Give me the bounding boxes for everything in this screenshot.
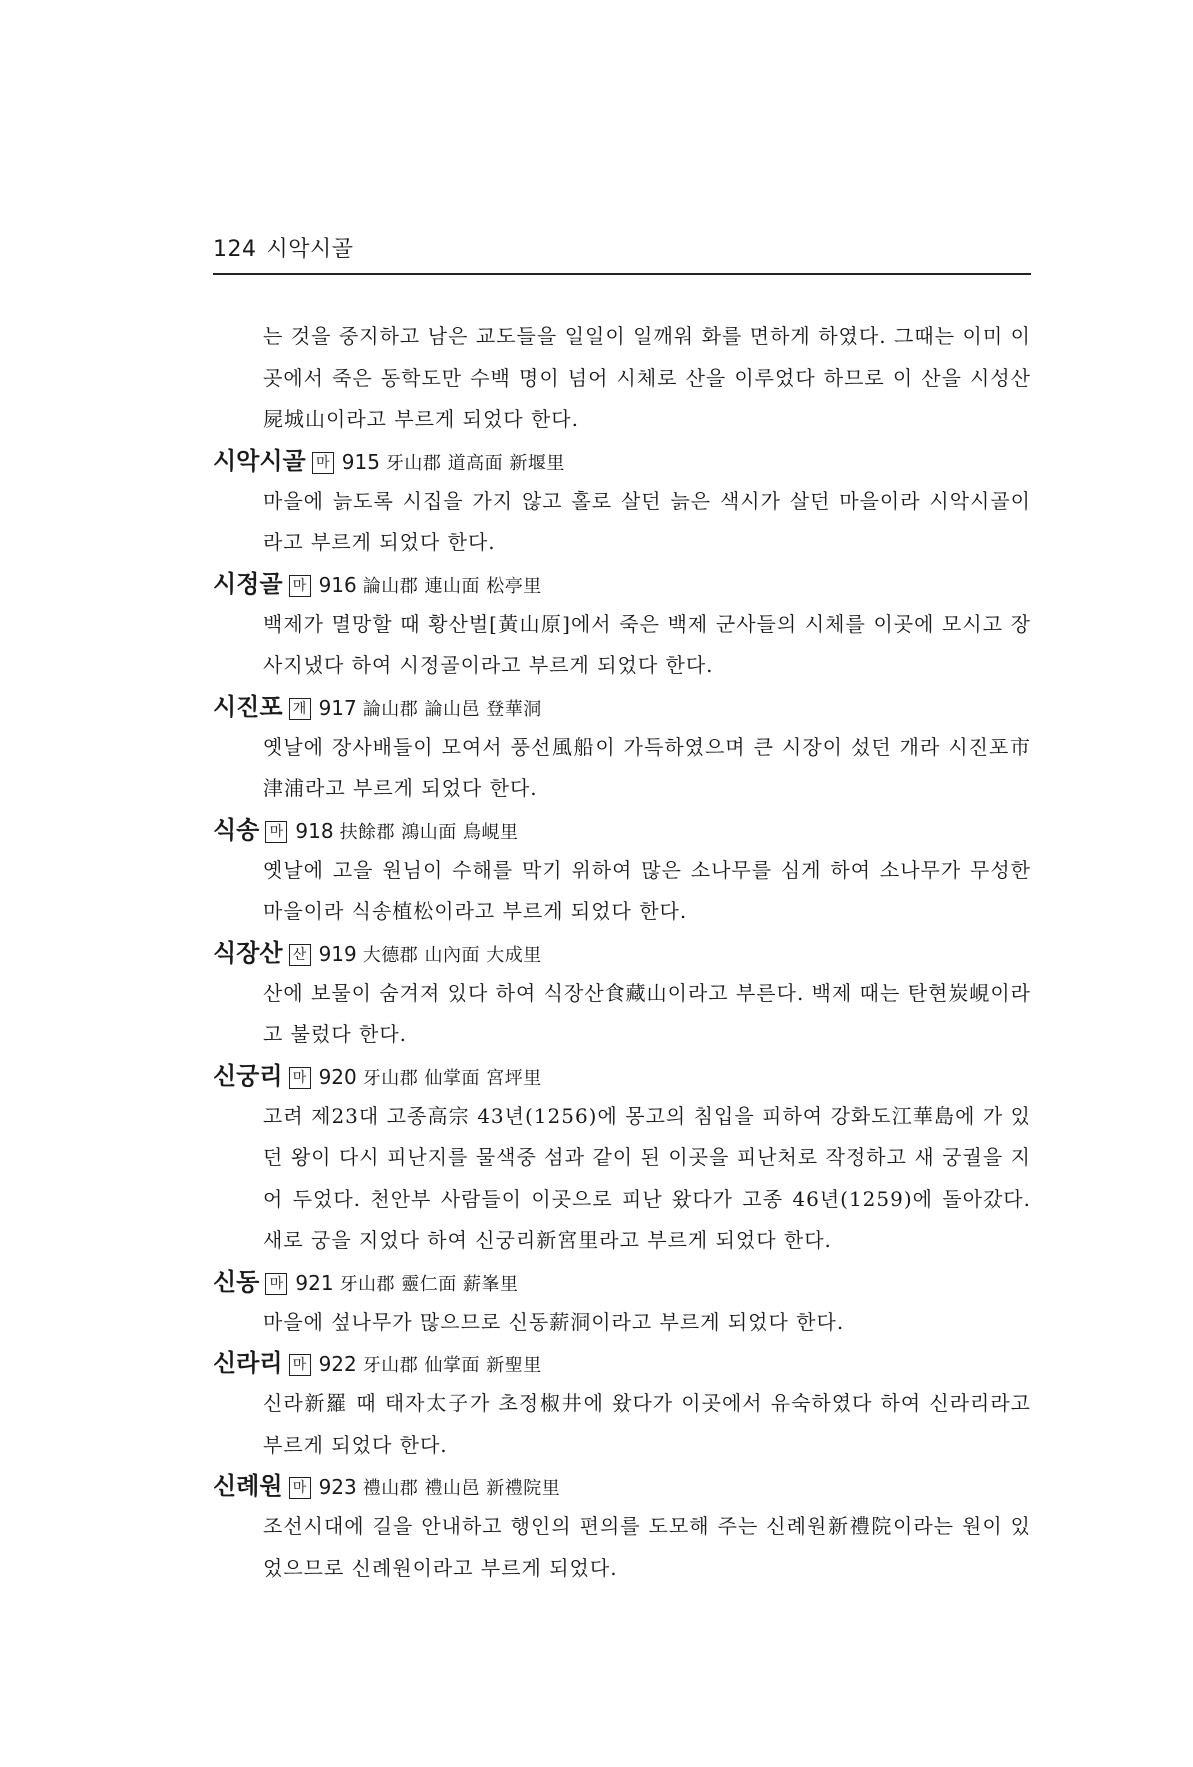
entry-917 [213,687,1031,810]
entry-location: 論山郡 連山面 松亭里 [362,575,542,597]
entry-921 [213,1262,1031,1344]
entry-920 [213,1056,1031,1262]
entry-term: 시정골 [213,569,283,598]
entry-head [213,687,1031,727]
entry-description: 백제가 멸망할 때 황산벌[黃山原]에서 죽은 백제 군사들의 시체를 이곳에 모시고 장사지냈다 하여 시정골이라고 부르게 되었다 한다. [263,611,1031,677]
entry-term: 신례원 [213,1472,283,1500]
entry-number: 917 [318,695,357,720]
running-header [213,232,354,263]
entry-number: 916 [318,572,357,597]
entry-term: 시진포 [213,692,283,721]
entry-head [213,933,1031,973]
header-rule [213,273,1031,275]
entry-head [213,564,1031,604]
entry-kind-mark: 마 [265,1273,287,1295]
entry-919 [213,933,1031,1056]
entry-number: 923 [318,1475,357,1499]
entry-kind-mark: 마 [289,1477,311,1499]
entry-kind-mark: 개 [289,698,311,720]
entry-description: 옛날에 고을 원님이 수해를 막기 위하여 많은 소나무를 심게 하여 소나무가 무성한 마을이라 식송植松이라고 부르게 되었다 한다. [263,857,1031,923]
entry-head [213,810,1031,850]
entry-description: 산에 보물이 숨겨져 있다 하여 식장산食藏山이라고 부른다. 백제 때는 탄현炭峴이라고 불렀다 한다. [263,980,1031,1046]
entry-term: 식장산 [213,938,283,967]
entry-description: 신라新羅 때 태자太子가 초정椒井에 왔다가 이곳에서 유숙하였다 하여 신라리라고 부르게 되었다 한다. [263,1391,1031,1457]
entry-number: 921 [295,1270,334,1295]
entry-kind-mark: 산 [289,944,311,966]
entry-number: 922 [318,1352,357,1376]
entry-916 [213,564,1031,687]
entry-kind-mark: 마 [289,1354,311,1376]
entry-number: 919 [318,941,357,966]
entry-923 [213,1466,1031,1589]
entry-description: 마을에 섶나무가 많으므로 신동薪洞이라고 부르게 되었다 한다. [263,1309,845,1334]
entry-location: 牙山郡 仙掌面 新聖里 [362,1355,542,1376]
running-title: 시악시골 [266,237,354,262]
continued-paragraph: 는 것을 중지하고 남은 교도들을 일일이 일깨워 화를 면하게 하였다. 그때는 이미 이곳에서 죽은 동학도만 수백 명이 넘어 시체로 산을 이루었다 하므로 이 산을 시성산屍城山이라고 부르게 되었다 한다. [263,324,1031,431]
entry-description: 조선시대에 길을 안내하고 행인의 편의를 도모해 주는 신례원新禮院이라는 원이 있었으므로 신례원이라고 부르게 되었다. [263,1514,1031,1580]
entry-location: 牙山郡 道高面 新堰里 [385,452,565,474]
entry-description: 고려 제23대 고종高宗 43년(1256)에 몽고의 침입을 피하여 강화도江華島에 가 있던 왕이 다시 피난지를 물색중 섬과 같이 된 이곳을 피난처로 작정하고 새 궁궐을 지어 두었다. 천안부 사람들이 이곳으로 피난 왔다가 고종 46년(1259)에 돌아갔다. 새로 궁을 지었다 하여 신궁리新宮里라고 부르게 되었다 한다. [263,1103,1031,1252]
entry-location: 論山郡 論山邑 登華洞 [362,698,542,720]
entry-kind-mark: 마 [265,821,287,843]
entry-918 [213,810,1031,933]
entry-head [213,1466,1031,1506]
entry-term: 신궁리 [213,1061,283,1090]
entry-kind-mark: 마 [289,575,311,597]
entry-head [213,1262,1031,1302]
entry-head [213,441,1031,481]
entry-number: 918 [295,818,334,843]
entry-head [213,1056,1031,1096]
page-number: 124 [213,237,257,262]
entry-915 [213,441,1031,564]
entry-922 [213,1343,1031,1466]
entry-description: 마을에 늙도록 시집을 가지 않고 홀로 살던 늙은 색시가 살던 마을이라 시악시골이라고 부르게 되었다 한다. [263,488,1031,554]
entry-location: 大德郡 山內面 大成里 [362,944,542,966]
entry-location: 扶餘郡 鴻山面 鳥峴里 [339,821,519,843]
entry-term: 신동 [213,1267,260,1296]
entry-head [213,1343,1031,1383]
entry-number: 920 [318,1064,357,1089]
entry-location: 禮山郡 禮山邑 新禮院里 [362,1478,561,1499]
entry-term: 시악시골 [213,446,306,475]
entry-term: 식송 [213,815,260,844]
dictionary-body [213,316,1031,1589]
entry-location: 牙山郡 仙掌面 宮坪里 [362,1067,542,1089]
entry-kind-mark: 마 [312,452,334,474]
entry-kind-mark: 마 [289,1067,311,1089]
entry-term: 신라리 [213,1349,283,1377]
entry-number: 915 [341,449,380,474]
entry-location: 牙山郡 靈仁面 薪峯里 [339,1273,519,1295]
entry-description: 옛날에 장사배들이 모여서 풍선風船이 가득하였으며 큰 시장이 섰던 개라 시진포市津浦라고 부르게 되었다 한다. [263,734,1031,800]
